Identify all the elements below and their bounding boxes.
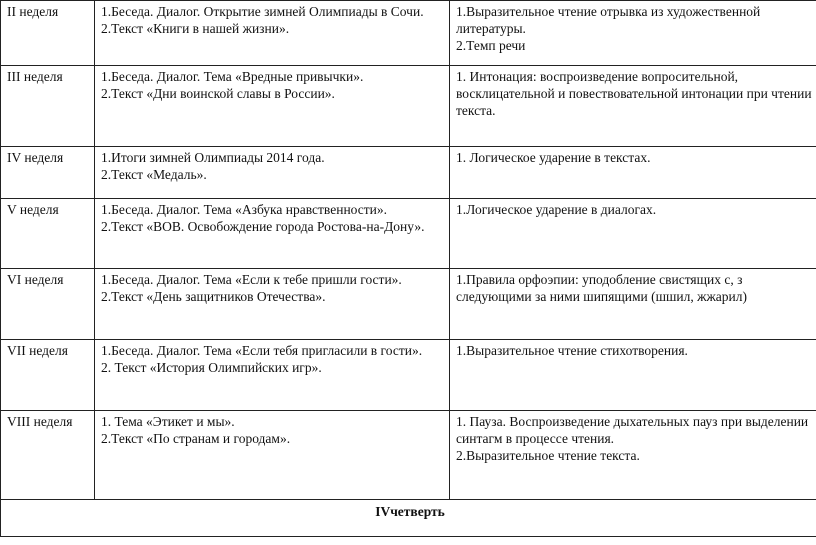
- week-cell: VIII неделя: [1, 411, 95, 500]
- quarter-heading-cell: [1, 500, 816, 537]
- skill-line: 1.Выразительное чтение стихотворения.: [456, 343, 688, 358]
- skills-cell: [450, 411, 816, 500]
- topic-line: 1.Беседа. Диалог. Тема «Вредные привычки».: [101, 69, 364, 84]
- table-row: [1, 199, 816, 269]
- topics-cell: [95, 147, 450, 199]
- table-row: [1, 340, 816, 411]
- topics-cell: [95, 411, 450, 500]
- topics-cell: [95, 269, 450, 340]
- topic-line: 1.Итоги зимней Олимпиады 2014 года.: [101, 150, 325, 165]
- topic-line: 1. Тема «Этикет и мы».: [101, 414, 235, 429]
- skill-line: 1. Логическое ударение в текстах.: [456, 150, 651, 165]
- topic-line: 2.Текст «ВОВ. Освобождение города Ростова-на-Дону».: [101, 219, 425, 234]
- skill-line: 1. Интонация: воспроизведение вопросительной, восклицательной и повествовательной интонации при чтении текста.: [456, 69, 812, 118]
- topics-cell: [95, 1, 450, 66]
- skill-line: 1.Правила орфоэпии: уподобление свистящих с, з следующими за ними шипящими (шшил, жжарил): [456, 272, 747, 304]
- skill-line: 1.Выразительное чтение отрывка из художественной литературы.: [456, 4, 761, 36]
- topic-line: 2. Текст «История Олимпийских игр».: [101, 360, 322, 375]
- topic-line: 1.Беседа. Диалог. Тема «Если тебя пригласили в гости».: [101, 343, 423, 358]
- topics-cell: [95, 340, 450, 411]
- table-row: [1, 1, 816, 66]
- week-cell: III неделя: [1, 66, 95, 147]
- skills-cell: [450, 66, 816, 147]
- skill-line: 2.Выразительное чтение текста.: [456, 448, 640, 463]
- table-row: [1, 411, 816, 500]
- quarter-heading: IVчетверть: [375, 504, 445, 519]
- topic-line: 1.Беседа. Диалог. Открытие зимней Олимпиады в Сочи.: [101, 4, 424, 19]
- week-cell: VI неделя: [1, 269, 95, 340]
- skills-cell: [450, 269, 816, 340]
- topic-line: 2.Текст «Медаль».: [101, 167, 207, 182]
- topics-cell: [95, 66, 450, 147]
- skill-line: 1.Логическое ударение в диалогах.: [456, 202, 657, 217]
- skill-line: 2.Темп речи: [456, 38, 526, 53]
- week-cell: II неделя: [1, 1, 95, 66]
- skills-cell: [450, 1, 816, 66]
- week-cell: VII неделя: [1, 340, 95, 411]
- topic-line: 2.Текст «Книги в нашей жизни».: [101, 21, 290, 36]
- table-row: [1, 66, 816, 147]
- skill-line: 1. Пауза. Воспроизведение дыхательных пауз при выделении синтагм в процессе чтения.: [456, 414, 809, 446]
- topic-line: 1.Беседа. Диалог. Тема «Если к тебе пришли гости».: [101, 272, 402, 287]
- table-row: [1, 269, 816, 340]
- topic-line: 2.Текст «День защитников Отечества».: [101, 289, 326, 304]
- topic-line: 1.Беседа. Диалог. Тема «Азбука нравственности».: [101, 202, 387, 217]
- week-cell: IV неделя: [1, 147, 95, 199]
- table-row: [1, 147, 816, 199]
- week-cell: V неделя: [1, 199, 95, 269]
- table-row: [1, 500, 816, 537]
- topics-cell: [95, 199, 450, 269]
- skills-cell: [450, 340, 816, 411]
- topic-line: 2.Текст «По странам и городам».: [101, 431, 291, 446]
- skills-cell: [450, 147, 816, 199]
- topic-line: 2.Текст «Дни воинской славы в России».: [101, 86, 335, 101]
- skills-cell: [450, 199, 816, 269]
